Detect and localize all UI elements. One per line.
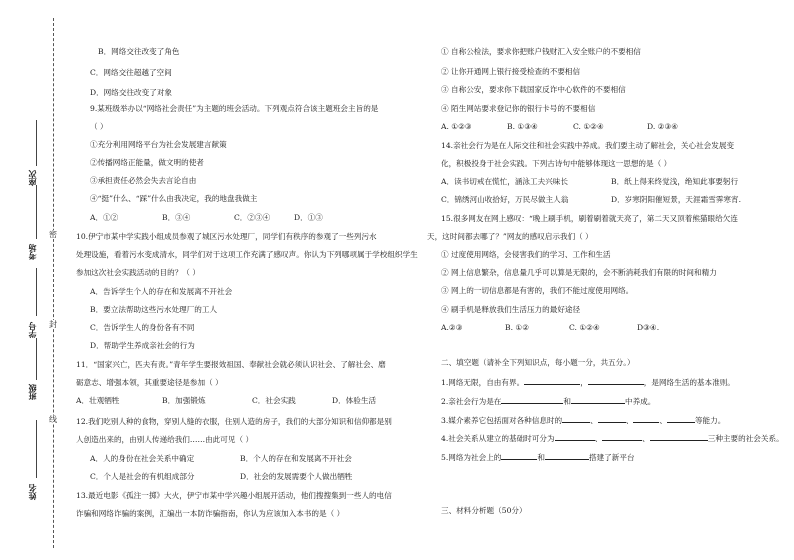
fill-3-blank-1[interactable] xyxy=(562,414,590,423)
fill-5-blank-2[interactable] xyxy=(545,451,589,460)
q10-option-a[interactable]: A．告诉学生个人的存在和发展离不开社会 xyxy=(90,287,233,296)
q12-stem-2: 人创造出来的，由别人传递给我们……由此可见（ ） xyxy=(76,435,254,444)
q13-option-c[interactable]: C. ①②④ xyxy=(573,122,604,131)
q13-item-4: ④ 陌生网站要求登记你的银行卡号的不要相信 xyxy=(441,104,596,113)
q15-option-d[interactable]: D③④. xyxy=(637,323,660,332)
label-seat: 座次 xyxy=(27,170,37,186)
q15-option-b[interactable]: B. ①② xyxy=(505,323,530,332)
q9-item-3: ③承担责任必然会失去言论自由 xyxy=(90,176,197,185)
q13-stem-1: 13.最近电影《孤注一掷》大火，伊宁市某中学兴趣小组展开活动，他们搜搜集到一些人的电信 xyxy=(76,491,392,500)
q10-option-c[interactable]: C．告诉学生人的身份各有不同 xyxy=(90,323,195,332)
q9-stem-1: 9.某班级举办以“网络社会责任”为主题的班会活动。下列观点符合该主题班会主旨的是 xyxy=(90,104,379,113)
q11-option-a[interactable]: A．壮观牺牲 xyxy=(76,396,120,405)
q9-item-4: ④“挺”什么、“踩”什么由我决定，我的地盘我做主 xyxy=(90,194,258,203)
q11-option-d[interactable]: D．体验生活 xyxy=(332,396,377,405)
q15-option-c[interactable]: C. ①②④ xyxy=(569,323,600,332)
q13-option-b[interactable]: B. ①③④ xyxy=(507,122,538,131)
q11-option-c[interactable]: C．社会实践 xyxy=(252,396,296,405)
q9-stem-2: （ ） xyxy=(90,122,108,131)
q11-stem-2: 砺意志、增强本领，其重要途径是参加（ ） xyxy=(76,378,223,387)
fill-item-1: 1.网络无限，自由有界。 ， ，是网络生活的基本准则。 xyxy=(441,378,735,387)
seal-char-feng: 封 xyxy=(49,320,57,329)
q14-stem-1: 14.亲社会行为是在人际交往和社会实践中养成。我们要主动了解社会，关心社会发展变 xyxy=(441,141,735,150)
q12-options-row1 xyxy=(90,453,352,464)
q13-item-2: ② 让你开通网上银行接受检查的不要相信 xyxy=(441,67,581,76)
q14-option-c[interactable]: C．锦绣河山收拾好，万民尽做主人翁 xyxy=(441,195,569,204)
fill-5-blank-1[interactable] xyxy=(501,451,537,460)
section-material-title: 三、材料分析题（50分） xyxy=(441,506,527,515)
fill-1-blank-2[interactable] xyxy=(588,376,644,385)
q13-option-a[interactable]: A. ①②③ xyxy=(441,122,472,131)
fill-item-3: 3.媒介素养它包括面对各种信息时的 、 、 、 等能力。 xyxy=(441,416,726,425)
seal-dashed-line xyxy=(53,18,54,548)
fill-2-blank-1[interactable] xyxy=(501,395,563,404)
class-blank-line[interactable] xyxy=(36,338,37,380)
q13-option-d[interactable]: D. ②③④ xyxy=(647,122,679,131)
q15-item-2: ② 网上信息繁杂，信息量几乎可以算是无限的，会不断消耗我们有限的时间和精力 xyxy=(441,268,717,277)
q11-stem-1: 11．“国家兴亡，匹夫有责。”青年学生要报效祖国、奉献社会就必须认识社会、了解社会、磨 xyxy=(76,360,386,369)
q14-options-row1 xyxy=(441,176,738,187)
q10-stem-1: 10.伊宁市某中学实践小组成员参观了城区污水处理厂，同学们有秩序的参观了一些列污水 xyxy=(76,232,377,241)
q8-option-b[interactable]: B．网络交往改变了角色 xyxy=(98,47,180,56)
q15-options xyxy=(441,322,659,333)
fill-3-blank-2[interactable] xyxy=(598,414,626,423)
label-student-id: 学号 xyxy=(27,322,37,338)
label-name: 姓名 xyxy=(27,484,37,500)
section-fill-title: 二、填空题（请补全下列知识点，每小题一分，共五分。） xyxy=(441,358,635,367)
q12-option-a[interactable]: A．人的身份在社会关系中确定 xyxy=(90,454,195,463)
name-blank-line[interactable] xyxy=(36,420,37,478)
seal-char-xian: 线 xyxy=(49,415,57,424)
q8-option-c[interactable]: C．网络交往超越了空间 xyxy=(90,68,172,77)
fill-1-blank-1[interactable] xyxy=(524,376,580,385)
q9-option-c[interactable]: C．②③④ xyxy=(234,213,271,222)
fill-4-blank-1[interactable] xyxy=(555,432,595,441)
q15-item-4: ④ 刷手机是释放我们生活压力的最好途径 xyxy=(441,305,581,314)
fill-item-5: 5.网络为社会上的 和 搭建了新平台 xyxy=(441,453,635,462)
q9-option-d[interactable]: D．①③ xyxy=(294,213,323,222)
q14-option-b[interactable]: B．纸上得来终觉浅，绝知此事要躬行 xyxy=(611,177,739,186)
q14-option-a[interactable]: A．读书切戒在慌忙，涵泳工夫兴味长 xyxy=(441,177,568,186)
fill-2-blank-2[interactable] xyxy=(571,395,625,404)
fill-4-blank-3[interactable] xyxy=(650,432,708,441)
fill-item-2: 2.亲社会行为是在 和 中养成。 xyxy=(441,397,656,406)
q10-option-d[interactable]: D．帮助学生养成亲社会的行为 xyxy=(90,341,195,350)
q9-options xyxy=(90,212,323,223)
q13-item-1: ① 自称公检法，要求你把账户钱财汇入安全账户的不要相信 xyxy=(441,47,641,56)
q12-option-d[interactable]: D．社会的发展需要个人做出牺牲 xyxy=(240,472,353,481)
q15-item-3: ③ 网上的一切信息都是有害的，我们不能过度使用网络。 xyxy=(441,286,634,295)
id-blank-line[interactable] xyxy=(36,268,37,316)
q12-option-c[interactable]: C．个人是社会的有机组成部分 xyxy=(90,472,195,481)
q10-option-b[interactable]: B．要立法帮助这些污水处理厂的工人 xyxy=(90,305,218,314)
q13-options xyxy=(441,121,678,132)
q15-stem-2: 天，这时间都去哪了？”网友的感叹启示我们（ ） xyxy=(427,232,593,241)
q9-option-a[interactable]: A．①② xyxy=(90,213,119,222)
q12-stem-1: 12.我们吃别人种的食物，穿别人缝的衣服，住别人造的房子，我们的大部分知识和信仰都是别 xyxy=(76,417,392,426)
q14-stem-2: 化，积极投身于社会实践。下列古诗句中能够体现这一思想的是（ ） xyxy=(441,159,672,168)
q13-item-3: ③ 自称公安，要求你下载国家反诈中心软件的不要相信 xyxy=(441,85,626,94)
q12-options-row2 xyxy=(90,471,352,482)
q10-stem-3: 参加这次社会实践活动的目的？（ ） xyxy=(76,268,200,277)
fill-3-blank-4[interactable] xyxy=(667,414,695,423)
q8-option-d[interactable]: D．网络交往改变了对象 xyxy=(90,88,173,97)
room-blank-line[interactable] xyxy=(36,185,37,239)
q14-options-row2 xyxy=(441,194,741,205)
q15-stem-1: 15.很多网友在网上感叹：“晚上刷手机，刷着刷着就天亮了，第二天又顶着熊猫眼给欠连 xyxy=(441,214,738,223)
q12-option-b[interactable]: B．个人的存在和发展离不开社会 xyxy=(240,454,352,463)
seat-blank-line[interactable] xyxy=(36,120,37,166)
q11-option-b[interactable]: B．加强锻炼 xyxy=(162,396,206,405)
q14-option-d[interactable]: D．岁寒阴阳催短景，天涯霜雪霁寒宵. xyxy=(611,195,742,204)
binding-strip xyxy=(0,0,60,560)
q9-item-1: ①充分利用网络平台为社会发展建言献策 xyxy=(90,140,227,149)
q11-options xyxy=(76,395,376,406)
q9-option-b[interactable]: B．③④ xyxy=(162,213,191,222)
fill-4-blank-2[interactable] xyxy=(602,432,642,441)
q9-item-2: ②传播网络正能量，做文明的使者 xyxy=(90,158,204,167)
seal-char-mi: 密 xyxy=(49,230,57,239)
q13-stem-2: 诈骗和网络诈骗的案例，汇编出一本防诈骗指南，你认为应该加入本书的是（ ） xyxy=(76,509,345,518)
label-exam-room: 考场 xyxy=(27,244,37,260)
q15-option-a[interactable]: A.②③ xyxy=(441,323,463,332)
fill-item-4: 4.社会关系从建立的基础时可分为 、 、 三种主要的社会关系。 xyxy=(441,434,784,443)
fill-3-blank-3[interactable] xyxy=(633,414,659,423)
q10-stem-2: 处理设施，看着污水变成清水，同学们对于这项工作充满了感叹声。你认为下列哪项属于学校组织学生 xyxy=(76,250,418,259)
q15-item-1: ① 过度使用网络，会侵害我们的学习、工作和生活 xyxy=(441,250,611,259)
label-class: 班级 xyxy=(27,384,37,400)
